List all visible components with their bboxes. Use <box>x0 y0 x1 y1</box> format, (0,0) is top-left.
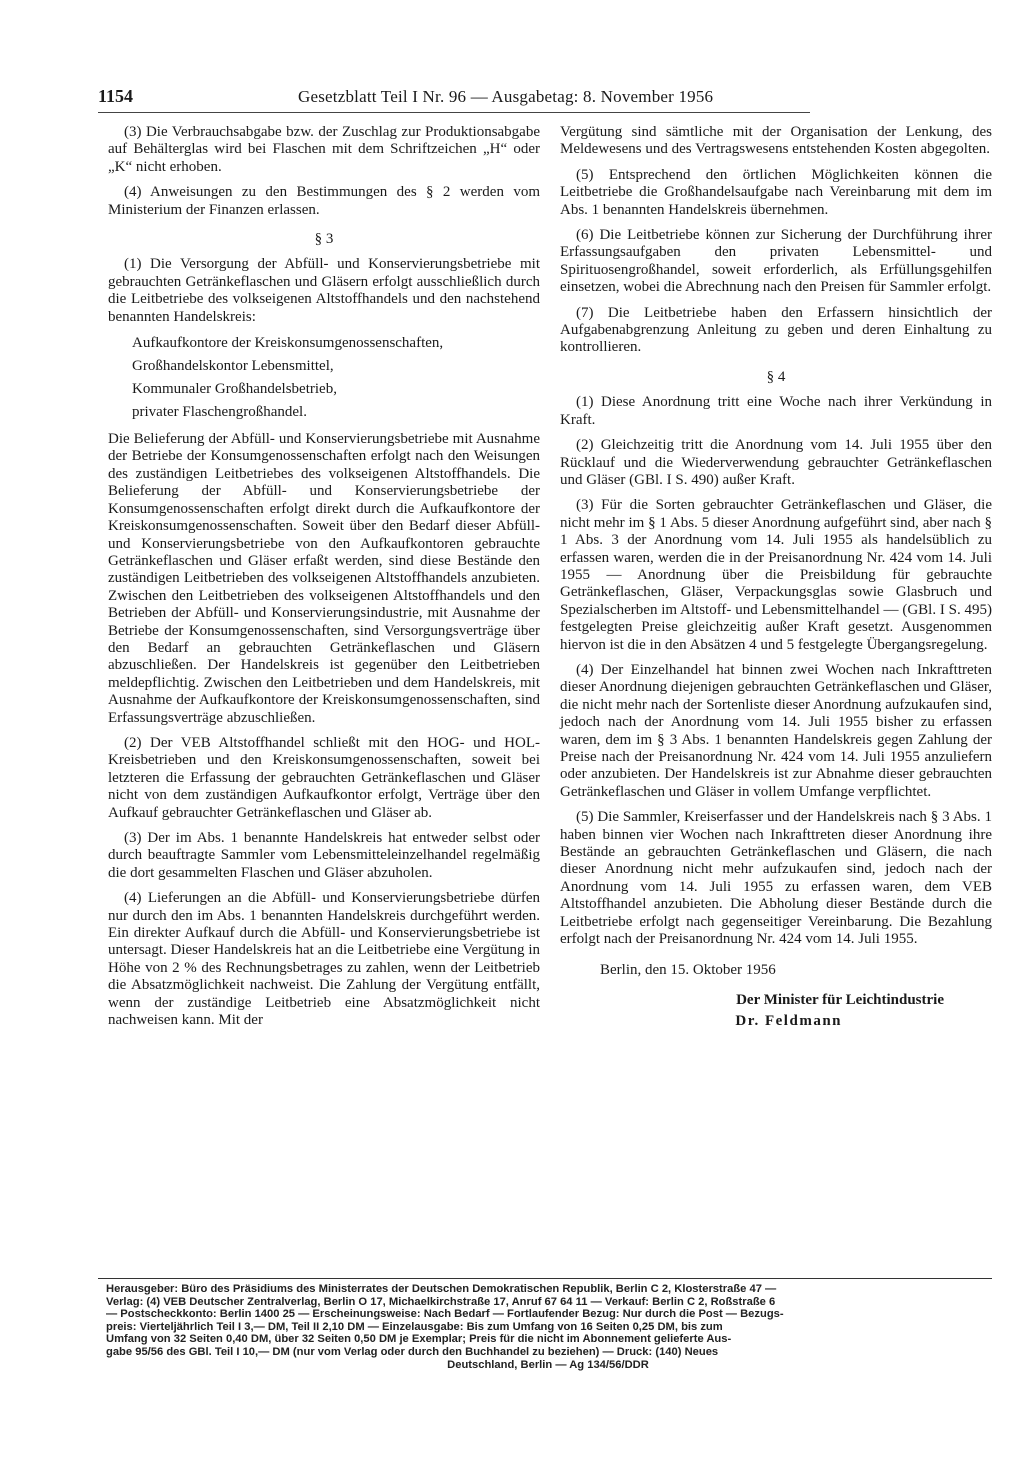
imprint-line: preis: Vierteljährlich Teil I 3,— DM, Teil II 2,10 DM — Einzelausgabe: Bis zum Umfang von 16 Seiten 0,25 DM, bis zum <box>106 1320 723 1333</box>
imprint-line: gabe 95/56 des GBl. Teil I 10,— DM (nur vom Verlag oder durch den Buchhandel zu beziehen) — Druck: (140) Neues <box>106 1345 719 1358</box>
page-number: 1154 <box>98 86 134 106</box>
imprint-line: — Postscheckkonto: Berlin 1400 25 — Erscheinungsweise: Nach Bedarf — Fortlaufender Bezug: Nur durch die Post — Bezugs- <box>106 1308 784 1321</box>
paragraph-3-3: (3) Der im Abs. 1 benannte Handelskreis hat entweder selbst oder durch beauftragte Sammler vom Lebensmitteleinzelhandel regelmäßig die dort gesammelten Flaschen und Gläser abzuholen. <box>108 830 540 881</box>
paragraph-4-3: (3) Für die Sorten gebrauchter Getränkeflaschen und Gläser, die nicht mehr im § 1 Abs. 5 dieser Anordnung aufgeführt sind, aber nach § 1 Abs. 3 der Anordnung vom 14. Juli 1955 als handelsüblich zu erfassen waren, werden die in der Preisanordnung Nr. 424 vom 14. Juli 1955 — Anordnung über die Preisbildung für gebrauchte Getränkeflaschen, Gläser, Verpackungsglas sowie Glasbruch und Spezialscherben im Altstoff- und Lebensmittelhandel — (GBl. I S. 495) festgelegten Preise gleichzeitig außer Kraft gesetzt. Ausgenommen hiervon ist die in den Absätzen 4 und 5 festgelegte Übergangsregelung. <box>560 497 992 653</box>
paragraph-4-2: (2) Gleichzeitig tritt die Anordnung vom 14. Juli 1955 über den Rücklauf und die Wiederverwendung gebrauchter Getränkeflaschen und Gläser (GBl. I S. 490) außer Kraft. <box>560 437 992 488</box>
paragraph-3-4-continued: Vergütung sind sämtliche mit der Organisation der Lenkung, des Meldewesens und des Vertragswesens entstehenden Kosten abgegolten. <box>560 124 992 158</box>
paragraph-3-1: (1) Die Versorgung der Abfüll- und Konservierungsbetriebe mit gebrauchten Getränkeflaschen und Gläsern erfolgt ausschließlich durch die Leitbetriebe des volkseigenen Altstoffhandels und den nachstehend benannten Handelskreis: <box>108 256 540 325</box>
section-4-heading: § 4 <box>766 368 786 385</box>
paragraph-3-7: (7) Die Leitbetriebe haben den Erfassern hinsichtlich der Aufgabenabgrenzung Anleitung zu geben und deren Einhaltung zu kontrollieren. <box>560 304 992 356</box>
paragraph-2-3: (3) Die Verbrauchsabgabe bzw. der Zuschlag zur Produktionsabgabe auf Behälterglas wird bei Flaschen mit dem Schriftzeichen „H“ oder „K“ nicht erhoben. <box>108 124 540 175</box>
paragraph-2-4: (4) Anweisungen zu den Bestimmungen des § 2 werden vom Ministerium der Finanzen erlassen. <box>108 184 540 218</box>
page-header <box>98 86 810 110</box>
right-column <box>560 124 992 1032</box>
paragraph-4-4: (4) Der Einzelhandel hat binnen zwei Wochen nach Inkrafttreten dieser Anordnung diejenigen gebrauchten Getränkeflaschen und Gläser, die nicht mehr nach der Sortenliste dieser Anordnung aufzukaufen sind, jedoch nach der Anordnung vom 14. Juli 1955 bisher zu erfassen waren, dem im § 3 Abs. 1 benannten Handelskreis gegen Zahlung der Preise nach der Preisanordnung Nr. 424 vom 14. Juli 1955 anzuliefern oder anzubieten. Der Handelskreis ist zur Abnahme dieser gebrauchten Getränkeflaschen und Gläser in vollem Umfange verpflichtet. <box>560 661 992 800</box>
handelskreis-list <box>108 334 540 422</box>
list-item: Großhandelskontor Lebensmittel, <box>132 358 334 375</box>
signature-title: Der Minister für Leichtindustrie <box>736 991 944 1008</box>
imprint-line: Herausgeber: Büro des Präsidiums des Ministerrates der Deutschen Demokratischen Republik, Berlin C 2, Klosterstraße 47 — <box>106 1283 777 1295</box>
paragraph-4-1: (1) Diese Anordnung tritt eine Woche nach ihrer Verkündung in Kraft. <box>560 394 992 428</box>
running-title: Gesetzblatt Teil I Nr. 96 — Ausgabetag: 8. November 1956 <box>298 87 714 106</box>
paragraph-3-5: (5) Entsprechend den örtlichen Möglichkeiten können die Leitbetriebe die Großhandelsaufgabe nach Vereinbarung mit dem im Abs. 1 benannten Handelskreis übernehmen. <box>560 166 992 218</box>
paragraph-3-4: (4) Lieferungen an die Abfüll- und Konservierungsbetriebe dürfen nur durch den im Abs. 1 benannten Handelskreis durchgeführt werden. Ein direkter Aufkauf durch die Abfüll- und Konservierungsbetriebe ist untersagt. Dieser Handelskreis hat an die Leitbetriebe eine Vergütung in Höhe von 2 % des Rechnungsbetrages zu zahlen, wenn der Leitbetrieb die Absatzmöglichkeit nachweist. Die Zahlung der Vergütung entfällt, wenn der zuständige Leitbetrieb eine Absatzmöglichkeit nicht nachweisen kann. Mit der <box>108 890 540 1029</box>
paragraph-4-5: (5) Die Sammler, Kreiserfasser und der Handelskreis nach § 3 Abs. 1 haben binnen vier Wochen nach Inkrafttreten dieser Anordnung ihre Bestände an gebrauchten Getränkeflaschen und Gläsern, die nach dieser Anordnung nicht mehr aufzukaufen sind, jedoch nach der Anordnung vom 14. Juli 1955 zu erfassen waren, dem VEB Altstoffhandel anzubieten. Die Abholung dieser Bestände durch die Leitbetriebe erfolgt nach gegenseitiger Vereinbarung. Die Bezahlung erfolgt nach der Preisanordnung Nr. 424 vom 14. Juli 1955. <box>560 809 992 948</box>
list-item: Kommunaler Großhandelsbetrieb, <box>132 381 337 398</box>
footer-divider <box>98 1278 992 1279</box>
paragraph-3-6: (6) Die Leitbetriebe können zur Sicherung der Durchführung ihrer Erfassungsaufgaben den privaten Lebensmittel- und Spirituosengroßhandel, soweit erforderlich, als Erfüllungsgehilfen einsetzen, wobei die Abrechnung nach den Preisen für Sammler erfolgt. <box>560 227 992 296</box>
imprint-footer <box>106 1283 990 1371</box>
imprint-line: Verlag: (4) VEB Deutscher Zentralverlag, Berlin O 17, Michaelkirchstraße 17, Anruf 67 64 11 — Verkauf: Berlin C 2, Roßstraße 6 <box>106 1295 776 1308</box>
imprint-line: Deutschland, Berlin — Ag 134/56/DDR <box>447 1358 649 1371</box>
header-divider <box>98 112 810 113</box>
paragraph-3-1-continued: Die Belieferung der Abfüll- und Konservierungsbetriebe mit Ausnahme der Betriebe der Konsumgenossenschaften erfolgt nach den Weisungen des zuständigen Leitbetriebes des volkseigenen Altstoffhandels. Die Belieferung der Abfüll- und Konservierungsbetriebe der Konsumgenossenschaften erfolgt direkt durch die Aufkaufkontore der Kreiskonsumgenossenschaften. Soweit über den Bedarf dieser Abfüll- und Konservierungsbetriebe von den Aufkaufkontoren gebrauchte Getränkeflaschen und Gläser erfaßt werden, sind diese Bestände den zuständigen Leitbetrieben des volkseigenen Altstoffhandels anzubieten. Zwischen den Leitbetrieben des volkseigenen Altstoffhandels und den Betrieben der Abfüll- und Konservierungsindustrie, mit Ausnahme der Betriebe der Konsumgenossenschaften, sind Versorgungsverträge über den Bedarf an gebrauchten Getränkeflaschen und Gläsern abzuschließen. Der Handelskreis ist gegenüber den Leitbetrieben meldepflichtig. Zwischen den Leitbetrieben und dem Handelskreis, mit Ausnahme der Aufkaufkontore der Kreiskonsumgenossenschaften, sind Erfassungsverträge abzuschließen. <box>108 431 540 726</box>
left-column <box>108 124 540 1037</box>
section-3-heading: § 3 <box>314 231 334 248</box>
date-line: Berlin, den 15. Oktober 1956 <box>600 962 776 979</box>
paragraph-3-2: (2) Der VEB Altstoffhandel schließt mit den HOG- und HOL-Kreisbetrieben und den Kreiskonsumgenossenschaften, soweit bei letzteren die Erfassung der gebrauchten Getränkeflaschen und Gläser nicht von dem zuständigen Aufkaufkontor erfolgt, Verträge über den Aufkauf gebrauchter Getränkeflaschen und Gläser ab. <box>108 734 540 821</box>
imprint-line: Umfang von 32 Seiten 0,40 DM, über 32 Seiten 0,50 DM je Exemplar; Preis für die nicht im Abonnement gelieferte Aus- <box>106 1333 732 1346</box>
list-item: Aufkaufkontore der Kreiskonsumgenossenschaften, <box>132 335 444 352</box>
signature-name: Dr. Feldmann <box>735 1012 842 1029</box>
list-item: privater Flaschengroßhandel. <box>132 404 307 421</box>
